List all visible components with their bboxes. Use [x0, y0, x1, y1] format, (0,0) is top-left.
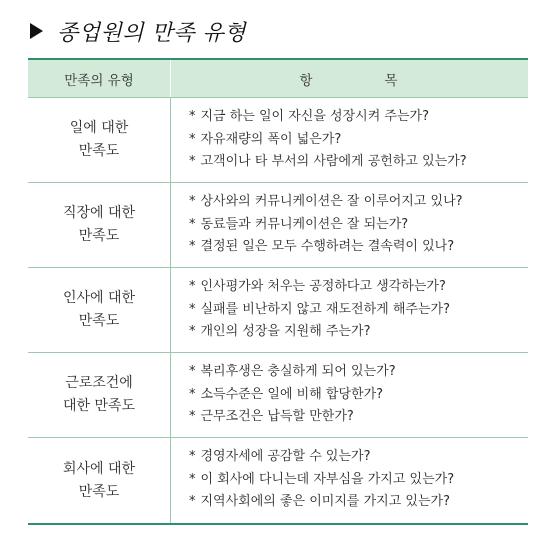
list-item: * 근무조건은 납득할 만한가? [189, 409, 354, 424]
asterisk-bullet: * [189, 239, 196, 254]
asterisk-bullet: * [189, 131, 196, 147]
category-line: 대한 만족도 [62, 398, 136, 414]
list-item: * 동료들과 커뮤니케이션은 잘 되는가? [189, 216, 409, 232]
table-row [28, 98, 528, 183]
category-line: 만족도 [78, 483, 120, 500]
category-line: 인사에 대한 [62, 290, 136, 306]
asterisk-bullet: * [189, 471, 196, 487]
items-cell [171, 183, 528, 267]
satisfaction-table [28, 58, 528, 525]
category-cell [28, 268, 171, 352]
list-item: * 인사평가와 처우는 공정하다고 생각하는가? [189, 279, 446, 294]
asterisk-bullet: * [189, 109, 196, 124]
asterisk-bullet: * [189, 494, 196, 509]
category-line: 만족도 [78, 313, 120, 329]
asterisk-bullet: * [189, 409, 196, 424]
category-line: 일에 대한 [69, 120, 129, 136]
asterisk-bullet: * [189, 216, 196, 232]
asterisk-bullet: * [189, 194, 196, 209]
asterisk-bullet: * [189, 154, 196, 169]
items-cell [171, 268, 528, 352]
list-item: * 결정된 일은 모두 수행하려는 결속력이 있나? [189, 239, 455, 254]
list-item: * 고객이나 타 부서의 사람에게 공헌하고 있는가? [189, 154, 467, 169]
header-items [171, 60, 528, 97]
header-items-part1: 항 [299, 72, 315, 89]
list-item: * 지금 하는 일이 자신을 성장시켜 주는가? [189, 109, 429, 124]
category-cell [28, 98, 171, 182]
table-header [28, 60, 528, 98]
title-row [30, 14, 246, 48]
list-item: * 상사와의 커뮤니케이션은 잘 이루어지고 있나? [189, 194, 463, 209]
category-line: 회사에 대한 [62, 460, 136, 477]
category-line: 만족도 [78, 143, 120, 159]
category-cell [28, 438, 171, 523]
table-row [28, 438, 528, 523]
asterisk-bullet: * [189, 364, 196, 379]
list-item: * 개인의 성장을 지원해 주는가? [189, 324, 371, 339]
asterisk-bullet: * [189, 449, 196, 464]
header-items-part2: 목 [384, 72, 400, 89]
list-item: * 자유재량의 폭이 넓은가? [189, 131, 342, 147]
list-item: * 이 회사에 다니는데 자부심을 가지고 있는가? [189, 471, 455, 487]
page-title: 종업원의 만족 유형 [57, 20, 247, 46]
asterisk-bullet: * [189, 301, 196, 317]
category-cell [28, 183, 171, 267]
triangle-bullet-icon [30, 23, 43, 39]
items-cell [171, 438, 528, 523]
asterisk-bullet: * [189, 386, 196, 402]
table-row [28, 268, 528, 353]
list-item: * 경영자세에 공감할 수 있는가? [189, 449, 371, 464]
asterisk-bullet: * [189, 279, 196, 294]
header-type: 만족의 유형 [28, 60, 171, 97]
category-cell [28, 353, 171, 437]
table-row [28, 183, 528, 268]
category-line: 근로조건에 [65, 375, 133, 391]
table-row [28, 353, 528, 438]
list-item: * 지역사회에의 좋은 이미지를 가지고 있는가? [189, 494, 450, 509]
items-cell [171, 353, 528, 437]
category-line: 직장에 대한 [62, 205, 136, 221]
category-line: 만족도 [78, 228, 120, 244]
list-item: * 소득수준은 일에 비해 합당한가? [189, 386, 384, 402]
asterisk-bullet: * [189, 324, 196, 339]
list-item: * 실패를 비난하지 않고 재도전하게 해주는가? [189, 301, 450, 317]
items-cell [171, 98, 528, 182]
list-item: * 복리후생은 충실하게 되어 있는가? [189, 364, 396, 379]
